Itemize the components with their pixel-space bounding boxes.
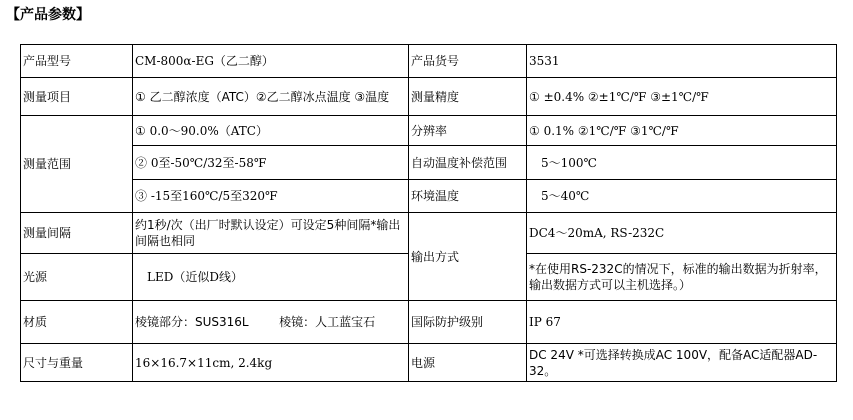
table-row	[21, 180, 837, 213]
light-value: LED（近似D线）	[133, 254, 409, 301]
interval-label: 测量间隔	[21, 213, 133, 254]
model-value: CM-800α-EG（乙二醇）	[133, 45, 409, 78]
ip-label: 国际防护级别	[409, 301, 527, 344]
accuracy-value: ① ±0.4% ②±1℃/℉ ③±1℃/℉	[527, 78, 837, 116]
power-value: DC 24V *可选择转换成AC 100V，配备AC适配器AD-32。	[527, 344, 837, 382]
ip-value: IP 67	[527, 301, 837, 344]
product-parameters-table	[20, 44, 837, 382]
table-row	[21, 116, 837, 146]
accuracy-label: 测量精度	[409, 78, 527, 116]
output-value-1: DC4～20mA, RS-232C	[527, 213, 837, 254]
material-value-part2: 棱镜：人工蓝宝石	[279, 315, 376, 329]
table-row	[21, 344, 837, 382]
items-label: 测量项目	[21, 78, 133, 116]
range-value-2: ② 0至-50℃/32至-58℉	[133, 146, 409, 180]
output-value-2: *在使用RS-232C的情况下，标准的输出数据为折射率，输出数据方式可以主机选择。）	[527, 254, 837, 301]
table-row	[21, 301, 837, 344]
range-value-1: ① 0.0～90.0%（ATC）	[133, 116, 409, 146]
table-row	[21, 45, 837, 78]
section-heading: 【产品参数】	[6, 7, 90, 23]
table-row	[21, 78, 837, 116]
resolution-label: 分辨率	[409, 116, 527, 146]
material-label: 材质	[21, 301, 133, 344]
material-value-part1: 棱镜部分：SUS316L	[135, 315, 249, 329]
env-value: 5～40℃	[527, 180, 837, 213]
size-value: 16×16.7×11cm, 2.4kg	[133, 344, 409, 382]
material-value	[133, 301, 409, 344]
atc-label: 自动温度补偿范围	[409, 146, 527, 180]
table-row	[21, 213, 837, 254]
output-label: 输出方式	[409, 213, 527, 301]
resolution-value: ① 0.1% ②1℃/℉ ③1℃/℉	[527, 116, 837, 146]
power-label: 电源	[409, 344, 527, 382]
model-label: 产品型号	[21, 45, 133, 78]
items-value: ① 乙二醇浓度（ATC）②乙二醇冰点温度 ③温度	[133, 78, 409, 116]
item-no-label: 产品货号	[409, 45, 527, 78]
range-label: 测量范围	[21, 116, 133, 213]
light-label: 光源	[21, 254, 133, 301]
interval-value: 约1秒/次（出厂时默认设定）可设定5种间隔*输出间隔也相同	[133, 213, 409, 254]
item-no-value: 3531	[527, 45, 837, 78]
env-label: 环境温度	[409, 180, 527, 213]
range-value-3: ③ -15至160℃/5至320℉	[133, 180, 409, 213]
table-row	[21, 146, 837, 180]
size-label: 尺寸与重量	[21, 344, 133, 382]
atc-value: 5～100℃	[527, 146, 837, 180]
